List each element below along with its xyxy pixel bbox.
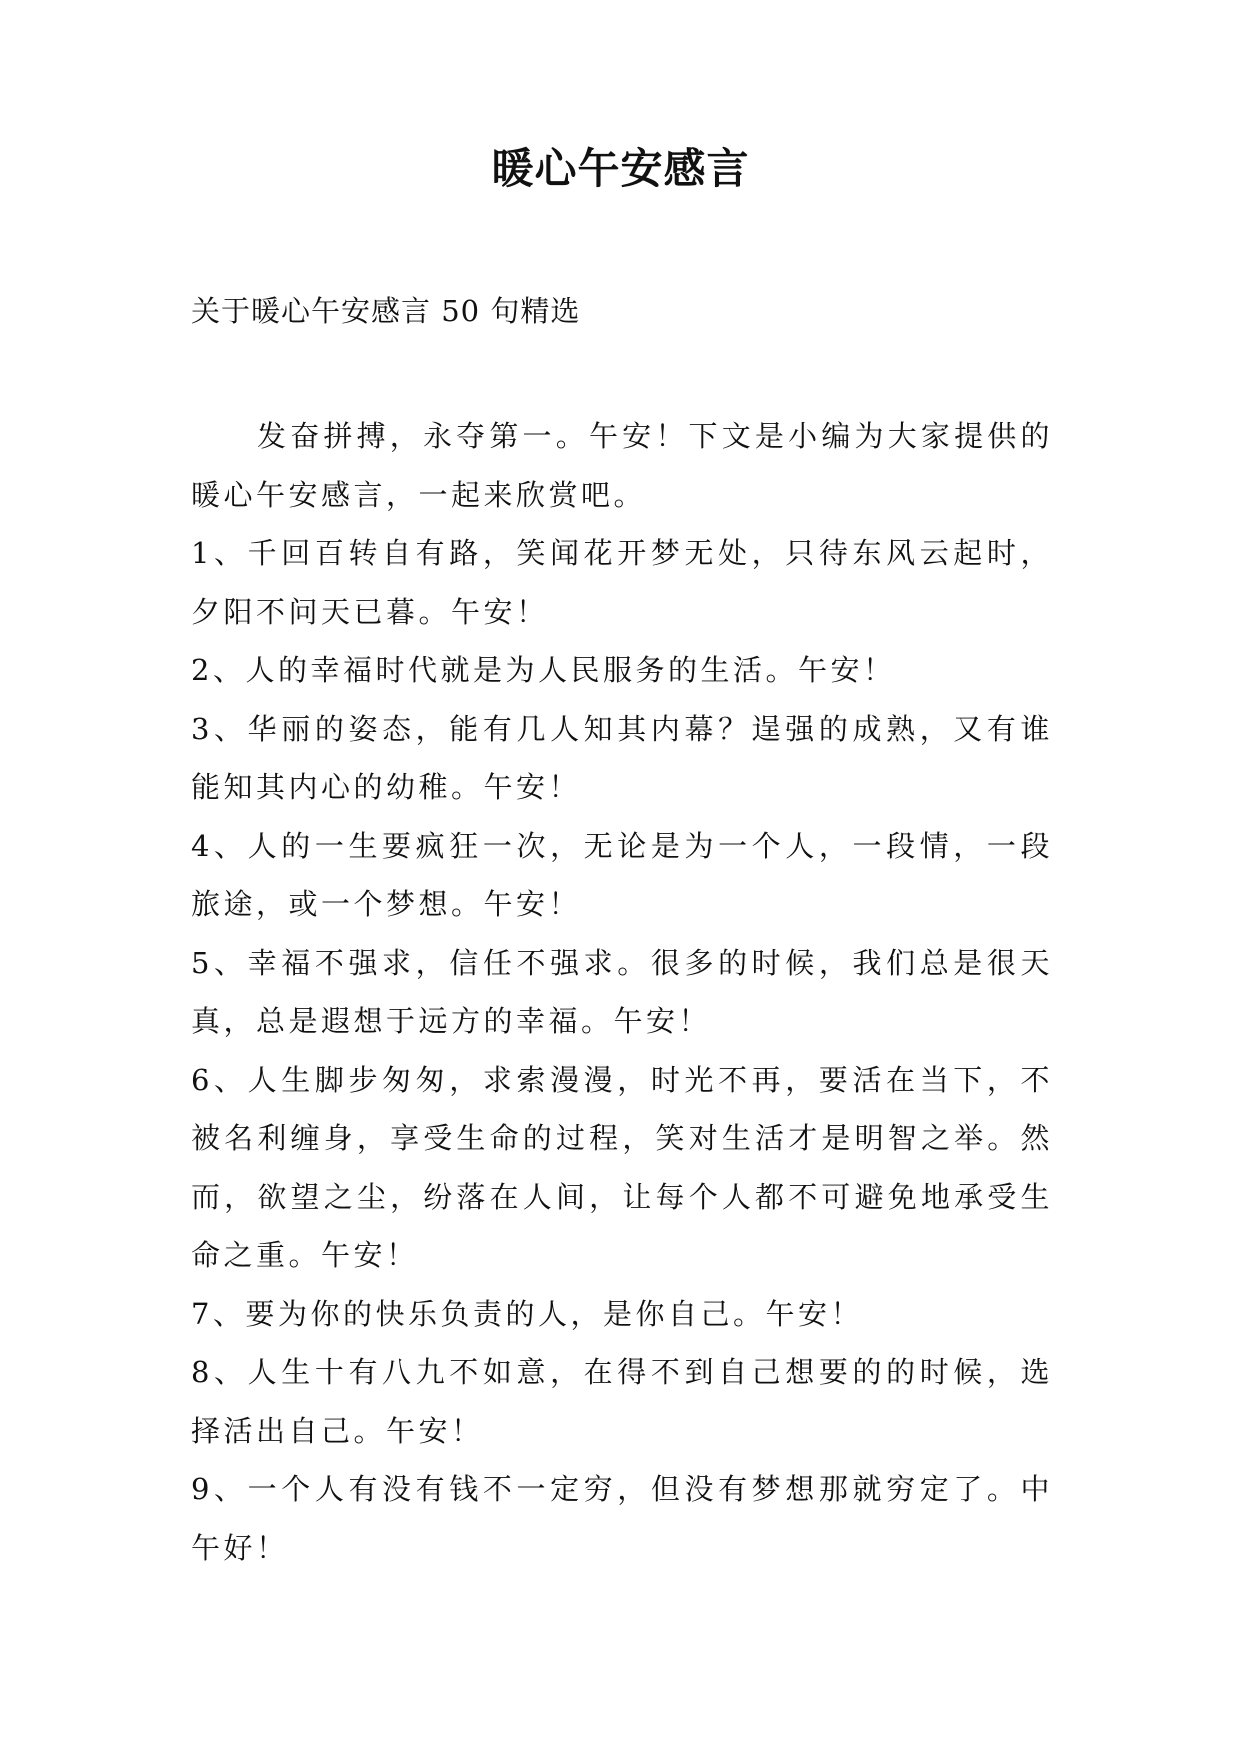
list-item: 3、华丽的姿态，能有几人知其内幕？逞强的成熟，又有谁能知其内心的幼稚。午安！ — [191, 711, 1053, 804]
intro-paragraph: 发奋拼搏，永夺第一。午安！下文是小编为大家提供的暖心午安感言，一起来欣赏吧。 — [191, 419, 1053, 512]
list-item: 8、人生十有八九不如意，在得不到自己想要的的时候，选择活出自己。午安！ — [191, 1355, 1053, 1448]
document-title: 暖心午安感言 — [491, 144, 750, 193]
list-item: 1、千回百转自有路，笑闻花开梦无处，只待东风云起时，夕阳不问天已暮。午安！ — [191, 536, 1053, 629]
list-item: 4、人的一生要疯狂一次，无论是为一个人，一段情，一段旅途，或一个梦想。午安！ — [191, 828, 1053, 921]
list-item: 5、幸福不强求，信任不强求。很多的时候，我们总是很天真，总是遐想于远方的幸福。午安！ — [191, 945, 1053, 1038]
document-subtitle: 关于暖心午安感言 50 句精选 — [191, 294, 581, 328]
list-item: 9、一个人有没有钱不一定穷，但没有梦想那就穷定了。中午好！ — [191, 1472, 1053, 1565]
list-item: 7、要为你的快乐负责的人，是你自己。午安！ — [191, 1296, 863, 1331]
list-item: 6、人生脚步匆匆，求索漫漫，时光不再，要活在当下，不被名利缠身，享受生命的过程，笑对生活才是明智之举。然而，欲望之尘，纷落在人间，让每个人都不可避免地承受生命之重。午安！ — [191, 1062, 1053, 1272]
list-item: 2、人的幸福时代就是为人民服务的生活。午安！ — [191, 653, 896, 687]
document-body — [191, 407, 1053, 1577]
